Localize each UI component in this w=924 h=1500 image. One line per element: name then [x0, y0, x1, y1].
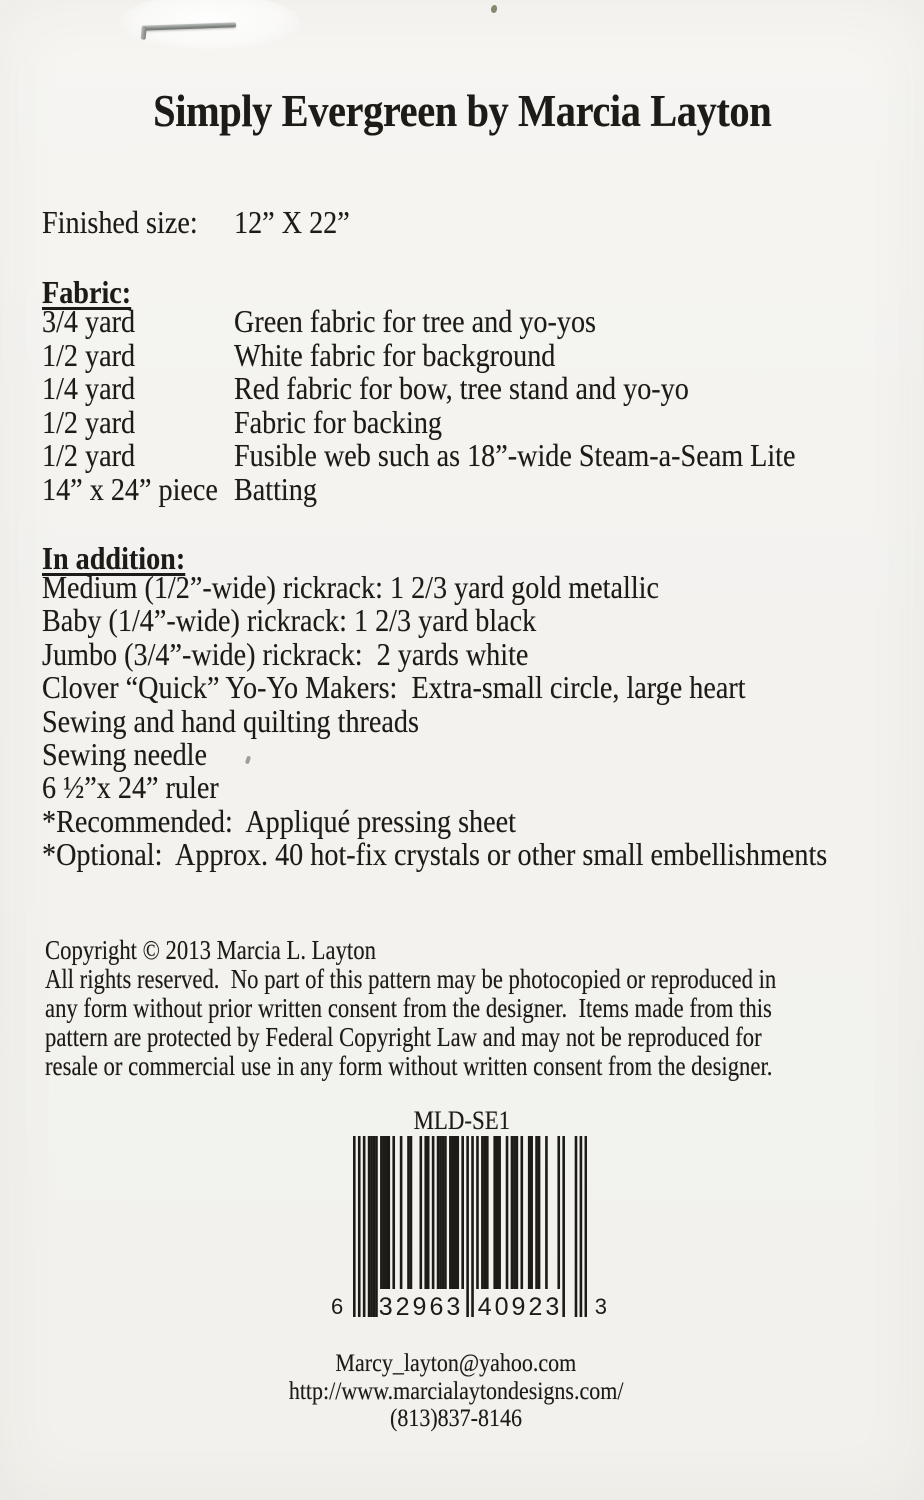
list-item: Sewing needle	[42, 735, 207, 772]
list-item: Jumbo (3/4”-wide) rickrack: 2 yards white	[42, 635, 529, 672]
contact-footer	[0, 1350, 918, 1433]
fabric-row	[42, 372, 902, 406]
list-item: *Optional: Approx. 40 hot-fix crystals or other small embellishments	[42, 836, 828, 873]
fabric-qty: 1/4 yard	[42, 370, 136, 406]
copyright-line: pattern are protected by Federal Copyright Law and may not be reproduced for	[45, 1022, 762, 1052]
fabric-qty: 3/4 yard	[42, 303, 136, 339]
list-item: Medium (1/2”-wide) rickrack: 1 2/3 yard gold metallic	[42, 569, 659, 605]
list-item: Baby (1/4”-wide) rickrack: 1 2/3 yard black	[42, 602, 537, 639]
contact-website: http://www.marcialaytondesigns.com/	[288, 1377, 624, 1405]
in-addition-list	[42, 571, 912, 872]
fabric-qty: 14” x 24” piece	[42, 470, 218, 507]
fabric-list	[42, 305, 902, 506]
fabric-row	[42, 439, 902, 473]
copyright-line: resale or commercial use in any form without written consent from the designer.	[45, 1051, 773, 1081]
fabric-qty: 1/2 yard	[42, 336, 136, 373]
copyright-block	[45, 936, 920, 1081]
contact-email: Marcy_layton@yahoo.com	[335, 1350, 577, 1377]
copyright-line: any form without prior written consent from the designer. Items made from this	[45, 993, 772, 1023]
barcode-number-system-digit: 6	[331, 1294, 344, 1319]
copyright-line: Copyright © 2013 Marcia L. Layton	[45, 935, 376, 965]
fabric-row	[42, 470, 902, 507]
fabric-qty: 1/2 yard	[42, 437, 136, 473]
upc-barcode	[331, 1136, 607, 1321]
in-addition-section-header: In addition:	[42, 540, 186, 576]
fabric-desc: Red fabric for bow, tree stand and yo-yo	[234, 370, 689, 406]
finished-size-value: 12” X 22”	[234, 204, 350, 240]
list-item: Sewing and hand quilting threads	[42, 702, 419, 739]
page-title	[0, 84, 924, 137]
fabric-section-header: Fabric:	[42, 274, 132, 310]
contact-phone: (813)837-8146	[389, 1405, 522, 1432]
list-item: *Recommended: Appliqué pressing sheet	[42, 802, 516, 839]
fabric-desc: White fabric for background	[234, 336, 556, 373]
fabric-desc: Green fabric for tree and yo-yos	[234, 303, 596, 339]
finished-size-label: Finished size:	[42, 204, 198, 240]
scan-speck	[491, 5, 497, 13]
fabric-row	[42, 336, 902, 373]
fabric-desc: Fabric for backing	[234, 403, 442, 440]
fabric-desc: Batting	[234, 470, 317, 507]
upc-barcode-bars	[353, 1136, 587, 1317]
copyright-line: All rights reserved. No part of this pattern may be photocopied or reproduced in	[45, 964, 777, 994]
product-code: MLD-SE1	[413, 1106, 511, 1135]
list-item: 6 ½”x 24” ruler	[42, 769, 219, 806]
finished-size-line	[42, 204, 366, 241]
fabric-qty: 1/2 yard	[42, 403, 136, 440]
list-item: Clover “Quick” Yo-Yo Makers: Extra-small circle, large heart	[42, 669, 746, 706]
page-title-text: Simply Evergreen by Marcia Layton	[152, 85, 772, 136]
barcode-right-group: 40923	[477, 1293, 563, 1321]
barcode-left-group: 32963	[378, 1293, 464, 1321]
fabric-row	[42, 305, 902, 339]
fabric-row	[42, 403, 902, 440]
fabric-desc: Fusible web such as 18”-wide Steam-a-Seam Lite	[234, 437, 796, 473]
barcode-check-digit: 3	[594, 1294, 607, 1319]
